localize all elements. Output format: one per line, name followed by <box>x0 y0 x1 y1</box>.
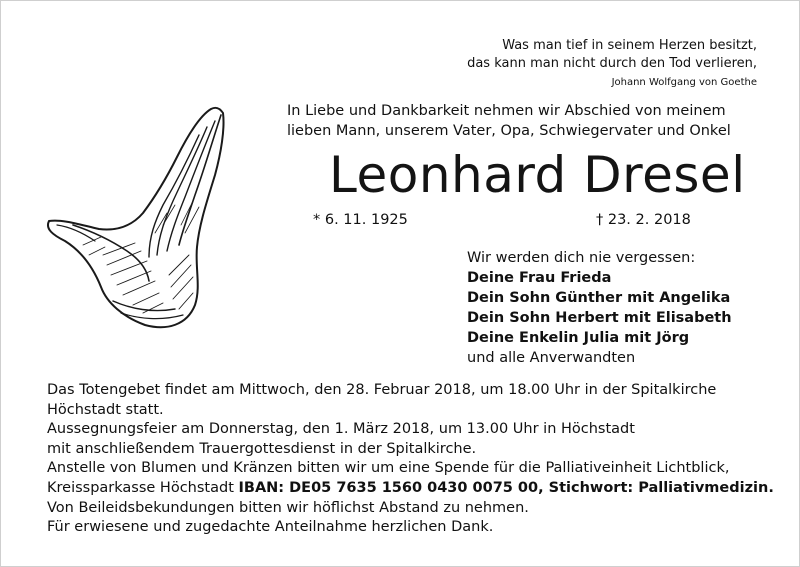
info-line: Anstelle von Blumen und Kränzen bitten wir um eine Spende für die Palliativeinheit Lichtblick, <box>47 460 730 477</box>
mourner-name: Dein Sohn Günther mit Angelika <box>467 290 731 306</box>
intro-text <box>287 101 757 141</box>
death-date: † 23. 2. 2018 <box>596 212 691 228</box>
quote-line: Was man tief in seinem Herzen besitzt, <box>502 38 757 53</box>
mourner-name: Deine Frau Frieda <box>467 270 612 286</box>
info-line: Von Beileidsbekundungen bitten wir höflichst Abstand zu nehmen. <box>47 499 529 516</box>
intro-line: In Liebe und Dankbarkeit nehmen wir Abschied von meinem <box>287 103 726 119</box>
mourners-closing: und alle Anverwandten <box>467 350 636 366</box>
intro-line: lieben Mann, unserem Vater, Opa, Schwiegervater und Onkel <box>287 123 731 139</box>
quote-line: das kann man nicht durch den Tod verlieren, <box>467 56 757 71</box>
bank-details-line <box>47 479 774 499</box>
birth-date: * 6. 11. 1925 <box>313 212 408 228</box>
mourners-list <box>467 248 732 368</box>
quote-author: Johann Wolfgang von Goethe <box>611 77 757 88</box>
service-information <box>47 381 774 538</box>
deceased-name: Leonhard Dresel <box>329 146 746 204</box>
info-line: mit anschließendem Trauergottesdienst in der Spitalkirche. <box>47 440 477 457</box>
goethe-quote <box>467 37 757 91</box>
mourner-name: Deine Enkelin Julia mit Jörg <box>467 330 690 346</box>
iban-keyword: IBAN: DE05 7635 1560 0430 0075 00, Stichwort: Palliativmedizin. <box>238 479 774 496</box>
info-line: Das Totengebet findet am Mittwoch, den 28. Februar 2018, um 18.00 Uhr in der Spitalkirche <box>47 382 717 398</box>
info-line: Aussegnungsfeier am Donnerstag, den 1. März 2018, um 13.00 Uhr in Höchstadt <box>47 421 635 438</box>
info-line: Für erwiesene und zugedachte Anteilnahme herzlichen Dank. <box>47 519 494 536</box>
info-line: Höchstadt statt. <box>47 401 164 418</box>
praying-hands-icon <box>43 105 233 335</box>
mourner-name: Dein Sohn Herbert mit Elisabeth <box>467 310 732 326</box>
bank-name: Kreissparkasse Höchstadt <box>47 479 239 496</box>
mourners-intro: Wir werden dich nie vergessen: <box>467 250 696 266</box>
